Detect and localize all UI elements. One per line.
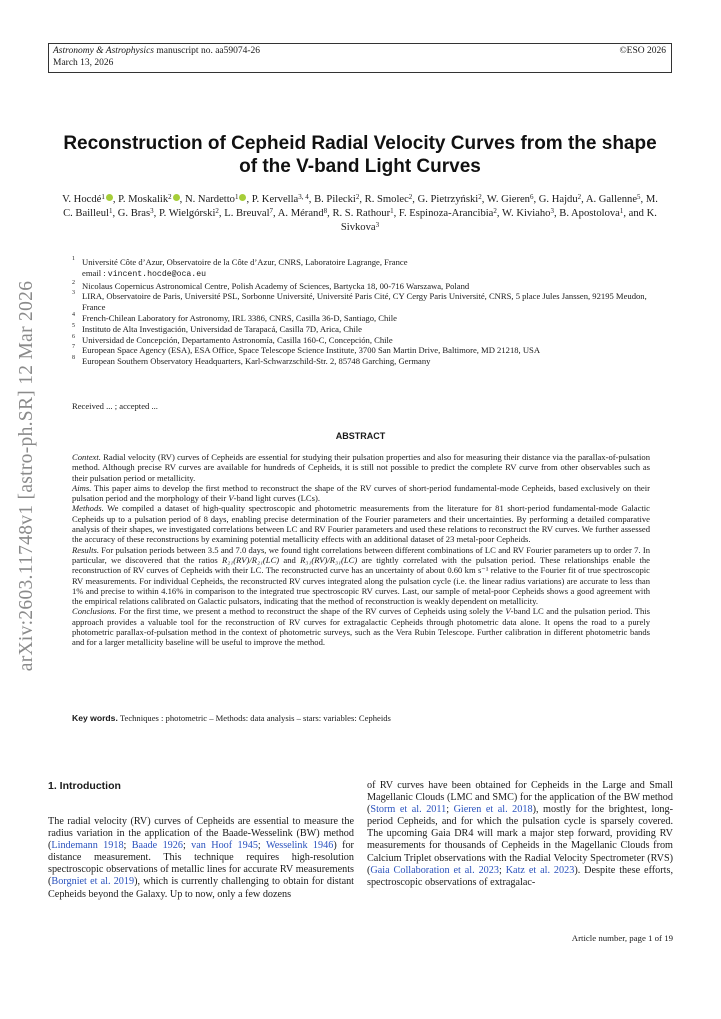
citation-link[interactable]: Wesselink 1946: [265, 840, 334, 852]
separator: ;: [123, 840, 132, 852]
author-sup: 3: [375, 221, 380, 229]
journal-header: [48, 43, 672, 73]
citation-link[interactable]: Baade 1926: [131, 840, 183, 852]
author: , B. Apostolova: [553, 208, 620, 219]
affiliation: 2 Nicolaus Copernicus Astronomical Centre, Polish Academy of Sciences, Bartycka 18, 00-716 Warszawa, Poland: [72, 279, 470, 291]
abstract-aims: [72, 483, 650, 504]
paper-title: [40, 132, 680, 178]
author: , L. Breuval: [218, 208, 270, 219]
author-sup: 1: [390, 207, 394, 215]
author: , N. Nardetto: [179, 194, 235, 205]
author-sup: 1: [101, 193, 105, 201]
author-sup: 2: [355, 193, 360, 201]
author: , G. Pietrzyński: [412, 194, 479, 205]
author: , F. Espinoza-Arancibia: [393, 208, 494, 219]
conclusions-text-end: -band LC and the pulsation period. This approach provides a valuable tool for the reconstruction of RV curves for extragalactic Cepheids through photometric data alone. It opens the road to a purely photometric parallax-of-pulsation method in the context of photometric surveys, such as the Vera Rubin Telescope. Further calibration in different photometric bands and for a larger metallicity baseline will be useful to improve the method.: [72, 606, 650, 648]
conclusions-label: Conclusions.: [72, 606, 117, 617]
aims-text: This paper aims to develop the first method to reconstruct the shape of the RV curves of short-period fundamental-mode Cepheids, based exclusively on their pulsation period and the morphology of their: [72, 482, 650, 504]
separator: ;: [182, 840, 192, 852]
arxiv-stamp: [14, 266, 40, 686]
context-label: Context.: [72, 452, 101, 462]
affiliation: 4 French-Chilean Laboratory for Astronomy, IRL 3386, CNRS, Casilla 36-D, Santiago, Chile: [72, 311, 397, 323]
section-heading: 1. Introduction: [48, 780, 121, 792]
header-date: March 13, 2026: [53, 58, 114, 68]
aims-text-end: -band light curves (LCs).: [233, 493, 320, 504]
author: , R. Smolec: [359, 194, 409, 205]
author: , G. Bras: [112, 208, 151, 219]
affiliation: 7 European Space Agency (ESA), ESA Office, Space Telescope Science Institute, 3700 San Martin Drive, Baltimore, MD 21218, USA: [72, 344, 541, 356]
author-sup: 3, 4: [298, 193, 309, 201]
separator: ;: [257, 840, 266, 852]
author-sup: 2: [478, 193, 482, 201]
arxiv-id[interactable]: arXiv:2603.11748v1 [astro-ph.SR] 12 Mar 2026: [16, 280, 37, 672]
intro-text: ) for distance measurement. This technique requires high-resolution spectroscopic observations of metallic lines for accurate RV measurements (: [48, 840, 354, 888]
author-sup: 5: [637, 193, 641, 201]
affil-text: LIRA, Observatoire de Paris, Université PSL, Sorbonne Université, Université Paris Cité, CY Cergy Paris Université, CNRS, 5 place Jules Janssen, 92195 Meudon, France: [82, 291, 647, 313]
affiliation: 6 Universidad de Concepción, Departamento Astronomía, Casilla 160-C, Concepción, Chile: [72, 333, 393, 345]
author: , P. Moskalik: [112, 194, 169, 205]
copyright: ©ESO 2026: [619, 46, 666, 56]
email-link[interactable]: vincent.hocde@oca.eu: [107, 269, 207, 279]
abstract-body: [72, 452, 650, 648]
results-label: Results.: [72, 544, 99, 555]
citation-link[interactable]: Gaia Collaboration et al. 2023: [370, 864, 499, 876]
author-sup: 2: [408, 193, 413, 201]
affiliation: 1 Université Côte d’Azur, Observatoire de la Côte d’Azur, CNRS, Laboratoire Lagrange, France: [72, 256, 408, 267]
separator: ;: [446, 804, 454, 816]
affil-text: Instituto de Alta Investigación, Universidad de Tarapacá, Casilla 7D, Arica, Chile: [82, 323, 362, 334]
author: , M. C. Bailleul: [63, 194, 658, 219]
page-footer: Article number, page 1 of 19: [571, 933, 673, 943]
affiliation: 5 Instituto de Alta Investigación, Universidad de Tarapacá, Casilla 7D, Arica, Chile: [72, 322, 362, 334]
author: , B. Pilecki: [308, 194, 356, 205]
affil-text: French-Chilean Laboratory for Astronomy, IRL 3386, CNRS, Casilla 36-D, Santiago, Chile: [82, 312, 397, 323]
abstract-results: [72, 545, 650, 607]
ratio-r31: R₃₁(RV)/R₃₁(LC): [300, 554, 358, 565]
citation-link[interactable]: van Hoof 1945: [191, 840, 258, 852]
author: , P. Wielgórski: [153, 208, 216, 219]
received-line: Received ... ; accepted ...: [72, 401, 158, 411]
orcid-icon[interactable]: [173, 194, 180, 201]
conclusions-text: For the first time, we present a method to reconstruct the shape of the RV curves of Cepheids using solely the: [116, 606, 506, 617]
results-text: For pulsation periods between 3.5 and 7.0 days, we found tight correlations between different combinations of LC and RV Fourier parameters up to order 7. In particular, we discovered that the ratios: [72, 544, 650, 565]
affil-text: Universidad de Concepción, Departamento Astronomía, Casilla 160-C, Concepción, Chile: [82, 334, 393, 345]
author-sup: 1: [619, 207, 624, 215]
author: V. Hocdé: [62, 194, 102, 205]
results-and: and: [279, 554, 301, 565]
intro-left-column: [48, 816, 354, 901]
context-text: Radial velocity (RV) curves of Cepheids are essential for studying their pulsation properties and also for measuring their distance via the parallax-of-pulsation method. Although precise RV curves are available for hundreds of Cepheids, it is still not possible to predict the complete RV curve from other observables such as their pulsation period or metallicity.: [72, 452, 650, 483]
author: , G. Hajdu: [533, 194, 578, 205]
affil-text: European Space Agency (ESA), ESA Office, Space Telescope Science Institute, 3700 San Martin Drive, Baltimore, MD 21218, USA: [82, 345, 541, 356]
journal-name: Astronomy & Astrophysics: [53, 46, 154, 56]
aims-band: V: [228, 493, 234, 504]
ratio-r21: R₂₁(RV)/R₂₁(LC): [222, 554, 280, 565]
title-line-2: of the V-band Light Curves: [239, 156, 481, 177]
author-sup: 3: [550, 207, 554, 215]
conclusions-band: V: [505, 606, 511, 617]
author: , and K. Sivkova: [340, 208, 657, 233]
citation-link[interactable]: Gieren et al. 2018: [453, 804, 533, 816]
orcid-icon[interactable]: [106, 194, 113, 201]
author: , W. Kiviaho: [496, 208, 551, 219]
intro-text: ), which is currently challenging to obtain for distant Cepheids beyond the Galaxy. Up to now, only a few dozens: [48, 876, 355, 900]
methods-text: We compiled a dataset of high-quality spectroscopic and photometric measurements from the literature for 81 short-period fundamental-mode Galactic Cepheids up to a pulsation period of 8 days, enabling precise determination of the Fourier parameters and their uncertainties. By performing a detailed comparative analysis of their shapes, we investigated correlations between LC and RV Fourier parameters and used these relations to reconstruct the RV curves. We further assessed the accuracy of these reconstructions by examining potential metallicity effects with an additional dataset of 23 metal-poor Cepheids.: [72, 503, 650, 545]
author: , P. Kervella: [246, 194, 299, 205]
author-sup: 2: [215, 207, 219, 215]
author: , A. Mérand: [273, 208, 324, 219]
author-sup: 6: [529, 193, 534, 201]
title-line-1: Reconstruction of Cepheid Radial Velocity Curves from the shape: [63, 133, 657, 154]
email-label: email :: [82, 267, 108, 278]
intro-right-column: [367, 780, 673, 889]
keywords: [72, 713, 650, 723]
affiliation: 8 European Southern Observatory Headquarters, Karl-Schwarzschild-Str. 2, 85748 Garching, Germany: [72, 355, 431, 367]
author-sup: 1: [108, 207, 113, 215]
aims-label: Aims.: [72, 482, 92, 493]
affil-text: Université Côte d’Azur, Observatoire de la Côte d’Azur, CNRS, Laboratoire Lagrange, France: [82, 257, 408, 267]
abstract-methods: [72, 503, 650, 544]
separator: ;: [498, 864, 506, 876]
citation-link[interactable]: Katz et al. 2023: [505, 864, 575, 876]
author: , R. S. Rathour: [327, 208, 391, 219]
author: , A. Gallenne: [581, 194, 638, 205]
citation-link[interactable]: Borgniet et al. 2019: [51, 876, 135, 888]
keywords-label: Key words.: [72, 713, 118, 723]
intro-text: ), mostly for the brightest, long-period Cepheids, and for which the pulsation cycle is sparsely covered. The upcoming Gaia DR4 will mark a major step forward, providing RV measurements for thousands of Cepheids in the Magellanic Clouds from Calcium Triplet observations with the Radial Velocity Spectrometer (RVS) (: [367, 804, 673, 876]
author-sup: 2: [493, 207, 497, 215]
header-left: [53, 45, 260, 69]
affiliation: 3 LIRA, Observatoire de Paris, Université PSL, Sorbonne Université, Université Paris Cité, CY Cergy Paris Université, CNRS, 5 place Jules Janssen, 92195 Meudon, France: [72, 290, 647, 313]
author-sup: 3: [150, 207, 154, 215]
author: , W. Gieren: [481, 194, 530, 205]
abstract-heading: ABSTRACT: [335, 431, 386, 441]
abstract-context: [72, 452, 650, 483]
affiliation-email: [72, 268, 662, 281]
manuscript-number: manuscript no. aa59074-26: [153, 46, 261, 56]
author-sup: 8: [323, 207, 328, 215]
affil-text: Nicolaus Copernicus Astronomical Centre, Polish Academy of Sciences, Bartycka 18, 00-716 Warszawa, Poland: [82, 280, 470, 291]
affiliations: [72, 257, 662, 367]
author-sup: 1: [234, 193, 239, 201]
results-text-end: are tightly correlated with the pulsation period. These relationships enable the reconstruction of RV curves of Cepheids with their LC. The reconstructed curve has an uncertainty of about 0.60 km s⁻¹ relative to the Fourier fit of true spectroscopic RV measurements. For individual Cepheids, the reconstructed RV curves integrated along the pulsation cycle (i.e. the linear radius variations) are accurate to less than 1% and precise to within 4.16% in comparison to the integrated true spectroscopic RV curves. Last, our sample of metal-poor Cepheids shows a good agreement with the empirical relations calibrated on Galactic pulsators, indicating that the method of reconstruction is weakly dependent on metallicity.: [72, 554, 650, 607]
intro-text: The radial velocity (RV) curves of Cepheids are essential to measure the radius variation in the application of the Baade-Wesselink (BW) method (: [48, 816, 354, 852]
author-sup: 2: [577, 193, 582, 201]
citation-link[interactable]: Lindemann 1918: [51, 840, 124, 852]
keywords-text: Techniques : photometric – Methods: data analysis – stars: variables: Cepheids: [117, 713, 391, 723]
author-sup: 7: [269, 207, 274, 215]
citation-link[interactable]: Storm et al. 2011: [370, 804, 447, 816]
intro-text: of RV curves have been obtained for Cepheids in the Large and Small Magellanic Clouds (LMC and SMC) for the application of the BW method (: [367, 780, 673, 816]
abstract-conclusions: [72, 606, 650, 647]
intro-text: ). Despite these efforts, spectroscopic observations of extragalac-: [367, 864, 673, 888]
author-sup: 2: [168, 193, 172, 201]
methods-label: Methods.: [72, 503, 104, 514]
affil-text: European Southern Observatory Headquarters, Karl-Schwarzschild-Str. 2, 85748 Garching, Germany: [82, 356, 431, 367]
author-list: [56, 193, 664, 235]
